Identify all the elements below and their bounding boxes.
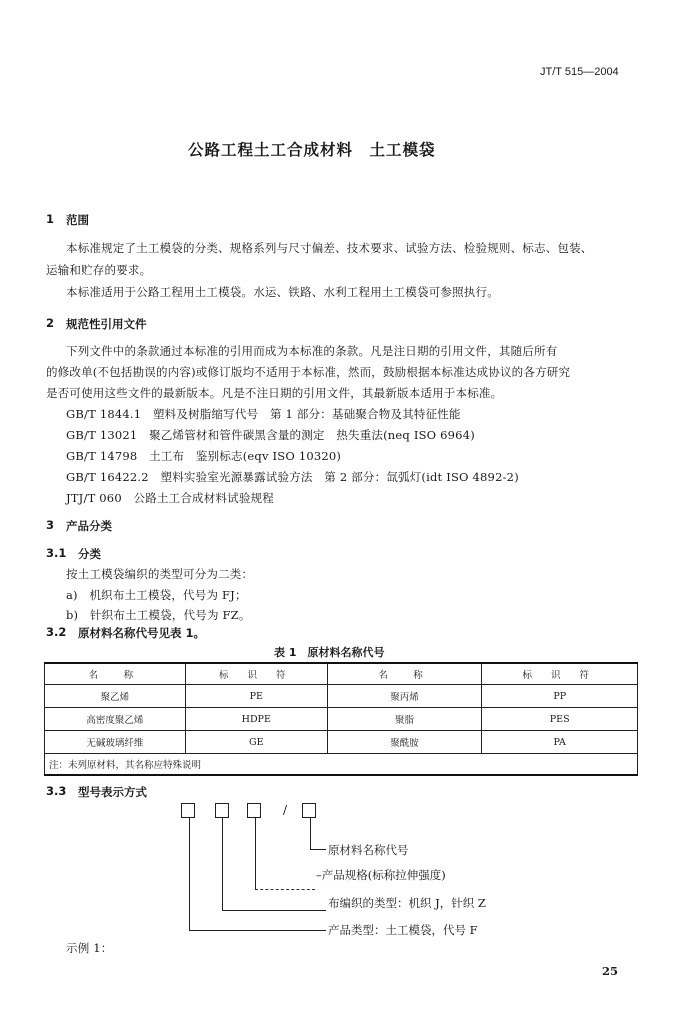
list-item: a) 机织布土工模袋，代号为 FJ； — [66, 588, 247, 602]
table-cell: 聚丙烯 — [327, 685, 482, 708]
table-note: 注：未列原材料，其名称应特殊说明 — [45, 754, 638, 776]
leader-line — [310, 849, 326, 850]
leader-line — [189, 930, 326, 931]
section-3-2-number: 3.2 — [46, 625, 67, 639]
table-header-cell: 标 识 符 — [482, 663, 638, 685]
reference-item: JTJ/T 060 公路土工合成材料试验规程 — [66, 491, 274, 505]
table-row — [45, 731, 638, 754]
section-2-number: 2 — [46, 316, 55, 330]
designation-label: 原材料名称代号 — [328, 843, 409, 857]
materials-table — [44, 662, 638, 776]
table-cell: GE — [185, 731, 327, 754]
designation-label: 布编织的类型：机织 J，针织 Z — [328, 896, 486, 910]
table-row — [45, 685, 638, 708]
table-cell: 无碱玻璃纤维 — [45, 731, 186, 754]
code-box — [215, 803, 229, 818]
table-cell: PES — [482, 708, 638, 731]
designation-label: 产品类型：土工模袋，代号 F — [328, 923, 478, 937]
section-3-heading: 产品分类 — [66, 519, 112, 533]
list-item: b) 针织布土工模袋，代号为 FZ。 — [66, 608, 251, 622]
section-3-1-number: 3.1 — [46, 546, 67, 560]
section-1-paragraph-2: 本标准适用于公路工程用土工模袋。水运、铁路、水利工程用土工模袋可参照执行。 — [66, 285, 499, 299]
section-2-heading: 规范性引用文件 — [66, 317, 147, 331]
section-3-1-heading: 分类 — [78, 547, 101, 561]
table-cell: PE — [185, 685, 327, 708]
table-cell: 聚乙烯 — [45, 685, 186, 708]
section-2-paragraph-line-3: 是否可使用这些文件的最新版本。凡是不注日期的引用文件，其最新版本适用于本标准。 — [46, 386, 503, 400]
table-caption: 表 1 原材料名称代号 — [274, 646, 385, 659]
code-box — [181, 803, 195, 818]
section-3-3-number: 3.3 — [46, 784, 67, 798]
leader-line — [222, 818, 223, 910]
section-3-number: 3 — [46, 518, 55, 532]
section-1-paragraph-1-line-2: 运输和贮存的要求。 — [46, 263, 152, 277]
reference-item: GB/T 14798 土工布 鉴别标志(eqv ISO 10320) — [66, 449, 342, 463]
leader-line — [255, 818, 256, 889]
section-1-paragraph-1-line-1: 本标准规定了土工模袋的分类、规格系列与尺寸偏差、技术要求、试验方法、检验规则、标志、包装、 — [66, 241, 593, 255]
designation-label: –产品规格(标称拉伸强度) — [316, 868, 446, 882]
section-3-3-heading: 型号表示方式 — [78, 785, 147, 799]
document-title: 公路工程土工合成材料 土工模袋 — [188, 141, 436, 159]
leader-line — [255, 889, 315, 890]
section-3-2-heading: 原材料名称代号见表 1。 — [78, 626, 206, 640]
reference-item: GB/T 16422.2 塑料实验室光源暴露试验方法 第 2 部分：氙弧灯(idt ISO 4892-2) — [66, 470, 519, 484]
table-row — [45, 708, 638, 731]
table-cell: HDPE — [185, 708, 327, 731]
table-cell: 聚脂 — [327, 708, 482, 731]
table-header-cell: 标 识 符 — [185, 663, 327, 685]
table-cell: PP — [482, 685, 638, 708]
section-1-number: 1 — [46, 212, 55, 226]
section-2-paragraph-line-1: 下列文件中的条款通过本标准的引用而成为本标准的条款。凡是注日期的引用文件，其随后所有 — [66, 344, 558, 358]
standard-number: JT/T 515—2004 — [540, 66, 619, 78]
table-header-cell: 名 称 — [45, 663, 186, 685]
section-1-heading: 范围 — [66, 213, 89, 227]
code-separator: / — [283, 803, 288, 817]
table-header-cell: 名 称 — [327, 663, 482, 685]
example-label: 示例 1： — [66, 941, 113, 955]
leader-line — [310, 818, 311, 849]
code-box — [247, 803, 261, 818]
section-3-1-intro: 按土工模袋编织的类型可分为二类： — [66, 567, 254, 581]
leader-line — [189, 818, 190, 930]
page-number: 25 — [602, 964, 619, 978]
leader-line — [222, 910, 326, 911]
code-box — [302, 803, 316, 818]
reference-item: GB/T 1844.1 塑料及树脂缩写代号 第 1 部分：基础聚合物及其特征性能 — [66, 407, 461, 421]
table-cell: PA — [482, 731, 638, 754]
table-cell: 高密度聚乙烯 — [45, 708, 186, 731]
table-cell: 聚酰胺 — [327, 731, 482, 754]
reference-item: GB/T 13021 聚乙烯管材和管件碳黑含量的测定 热失重法(neq ISO 6964) — [66, 428, 475, 442]
section-2-paragraph-line-2: 的修改单(不包括勘误的内容)或修订版均不适用于本标准，然而，鼓励根据本标准达成协议的各方研究 — [46, 365, 571, 379]
